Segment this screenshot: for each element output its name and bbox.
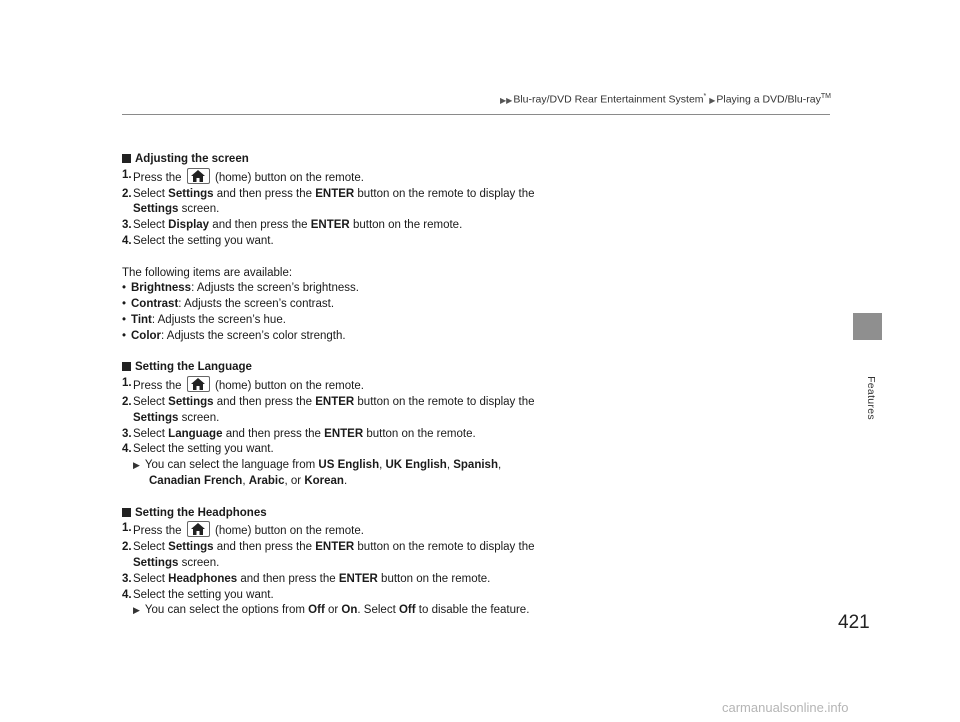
language-note: ▶ You can select the language from US English, UK English, Spanish,	[122, 458, 822, 474]
side-label-features: Features	[865, 376, 877, 420]
step-1: 1. Press the (home) button on the remote.	[122, 168, 364, 184]
page-content	[122, 152, 822, 619]
home-icon	[187, 521, 210, 537]
step-1: 1. Press the (home) button on the remote.	[122, 377, 364, 393]
watermark[interactable]: carmanualsonline.info	[722, 700, 849, 715]
items-intro: The following items are available:	[122, 266, 293, 279]
page-number: 421	[838, 612, 870, 633]
note-arrow-icon: ▶	[133, 605, 140, 616]
list-item: • Contrast: Adjusts the screen’s contrast.	[122, 298, 335, 311]
step-1: 1. Press the (home) button on the remote.	[122, 522, 364, 538]
breadcrumb-part-1[interactable]: Blu-ray/DVD Rear Entertainment System	[513, 93, 704, 106]
section-title-headphones: Setting the Headphones	[122, 506, 822, 522]
step-3: 3. Select Headphones and then press the ENTER button on the remote.	[122, 572, 491, 585]
step-3: 3. Select Display and then press the ENTER button on the remote.	[122, 219, 463, 232]
step-2: 2. Select Settings and then press the ENTER button on the remote to display the Settings screen.	[122, 541, 535, 569]
home-icon	[187, 168, 210, 184]
step-2: 2. Select Settings and then press the ENTER button on the remote to display the Settings screen.	[122, 395, 535, 424]
headphones-note: ▶ You can select the options from Off or On. Select Off to disable the feature.	[122, 603, 822, 619]
breadcrumb	[500, 93, 831, 106]
double-arrow-icon: ▶▶	[500, 95, 513, 105]
step-4: 4. Select the setting you want.	[122, 234, 274, 247]
square-bullet-icon	[122, 508, 131, 517]
note-arrow-icon: ▶	[133, 460, 140, 471]
list-item: • Brightness: Adjusts the screen’s brightness.	[122, 282, 359, 295]
step-4: 4. Select the setting you want.	[122, 588, 274, 601]
step-3: 3. Select Language and then press the ENTER button on the remote.	[122, 427, 476, 440]
breadcrumb-asterisk: *	[703, 93, 707, 100]
language-note-continued: Canadian French, Arabic, or Korean.	[149, 474, 348, 487]
arrow-icon: ▶	[709, 95, 716, 105]
list-item: • Tint: Adjusts the screen’s hue.	[122, 313, 286, 326]
home-icon	[187, 376, 210, 392]
step-4: 4. Select the setting you want.	[122, 443, 274, 456]
square-bullet-icon	[122, 362, 131, 371]
breadcrumb-part-2[interactable]: Playing a DVD/Blu-ray	[716, 93, 821, 106]
section-title-language: Setting the Language	[122, 360, 822, 376]
list-item: • Color: Adjusts the screen’s color strength.	[122, 329, 346, 342]
step-2: 2. Select Settings and then press the ENTER button on the remote to display the Settings screen.	[122, 187, 535, 216]
trademark: TM	[820, 93, 831, 100]
square-bullet-icon	[122, 154, 131, 163]
header-rule	[122, 114, 830, 115]
section-title-screen: Adjusting the screen	[122, 152, 822, 168]
section-tab[interactable]	[853, 313, 882, 340]
